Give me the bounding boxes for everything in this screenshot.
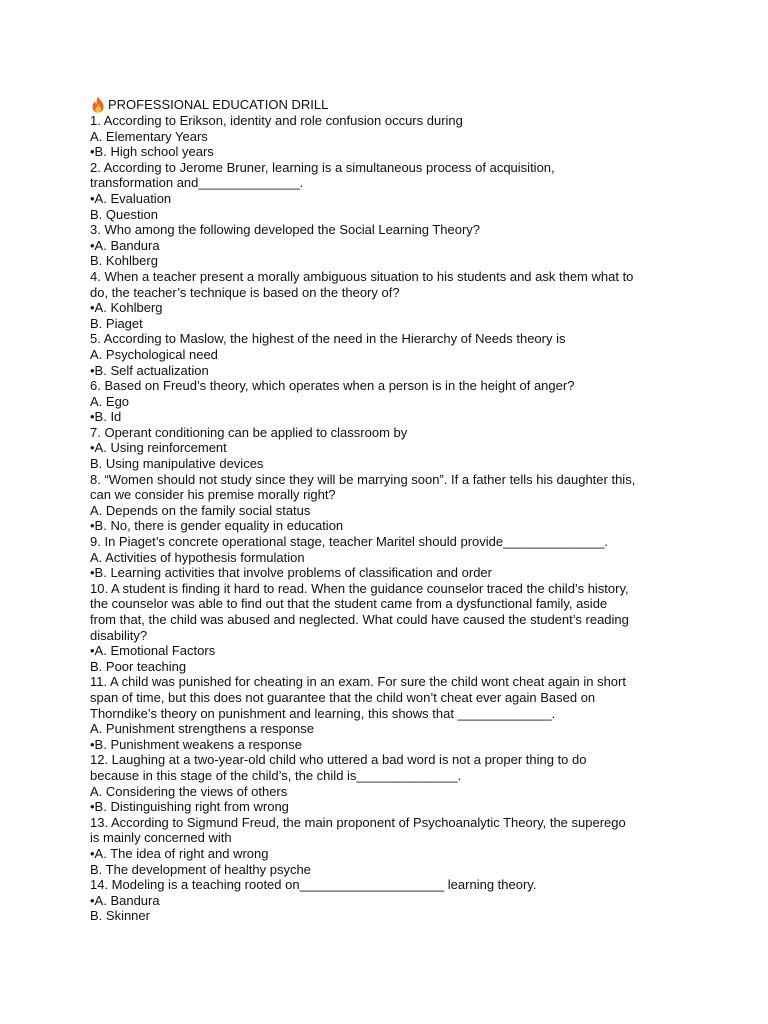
text-line: •B. No, there is gender equality in education bbox=[90, 518, 344, 534]
text-line: 6. Based on Freud’s theory, which operates when a person is in the height of anger? bbox=[90, 378, 575, 394]
text-line: B. Piaget bbox=[90, 315, 143, 331]
text-line: A. Depends on the family social status bbox=[90, 502, 311, 518]
text-line: B. Kohlberg bbox=[90, 253, 158, 269]
text-line: B. The development of healthy psyche bbox=[90, 861, 311, 877]
text-line: B. Using manipulative devices bbox=[90, 456, 264, 472]
text-line: 7. Operant conditioning can be applied to classroom by bbox=[90, 424, 408, 440]
text-line: A. Psychological need bbox=[90, 346, 218, 362]
document-title: PROFESSIONAL EDUCATION DRILL bbox=[108, 97, 329, 112]
text-line: 12. Laughing at a two-year-old child who uttered a bad word is not a proper thing to do bbox=[90, 752, 587, 768]
text-line: A. Activities of hypothesis formulation bbox=[90, 549, 305, 565]
text-line: A. Punishment strengthens a response bbox=[90, 721, 315, 737]
text-line: •B. Punishment weakens a response bbox=[90, 736, 302, 752]
text-line: 9. In Piaget’s concrete operational stage, teacher Maritel should provide______________. bbox=[90, 534, 608, 550]
text-line: 14. Modeling is a teaching rooted on____________________ learning theory. bbox=[90, 877, 537, 893]
text-line: Thorndike’s theory on punishment and learning, this shows that _____________. bbox=[90, 705, 556, 721]
document-page bbox=[90, 96, 690, 924]
fire-icon bbox=[90, 96, 106, 113]
text-line: A. Considering the views of others bbox=[90, 783, 288, 799]
text-line: •A. Evaluation bbox=[90, 190, 172, 206]
text-line: •A. Bandura bbox=[90, 237, 160, 253]
text-line: •B. Learning activities that involve problems of classification and order bbox=[90, 565, 492, 581]
text-line: •B. Id bbox=[90, 409, 122, 425]
text-line: •A. Bandura bbox=[90, 892, 160, 908]
text-line: is mainly concerned with bbox=[90, 830, 232, 846]
title-row bbox=[90, 96, 690, 113]
text-line: 2. According to Jerome Bruner, learning is a simultaneous process of acquisition, bbox=[90, 159, 555, 175]
question-list bbox=[90, 113, 690, 924]
text-line: 4. When a teacher present a morally ambiguous situation to his students and ask them what to bbox=[90, 268, 634, 284]
text-line: •A. Using reinforcement bbox=[90, 440, 227, 456]
text-line: 10. A student is finding it hard to read. When the guidance counselor traced the child’s history, bbox=[90, 580, 629, 596]
text-line: 3. Who among the following developed the Social Learning Theory? bbox=[90, 222, 481, 238]
text-line: •A. The idea of right and wrong bbox=[90, 845, 269, 861]
text-line: the counselor was able to find out that the student came from a dysfunctional family, aside bbox=[90, 596, 608, 612]
text-line: because in this stage of the child’s, the child is______________. bbox=[90, 767, 462, 783]
text-line: •A. Emotional Factors bbox=[90, 643, 216, 659]
text-line: disability? bbox=[90, 627, 148, 643]
text-line: A. Ego bbox=[90, 393, 130, 409]
text-line: 8. “Women should not study since they will be marrying soon”. If a father tells his daughter this, bbox=[90, 471, 636, 487]
text-line: B. Skinner bbox=[90, 908, 150, 924]
text-line: •B. Self actualization bbox=[90, 362, 209, 378]
text-line: span of time, but this does not guarantee that the child won’t cheat ever again Based on bbox=[90, 689, 596, 705]
text-line: •A. Kohlberg bbox=[90, 300, 163, 316]
text-line: transformation and______________. bbox=[90, 175, 304, 191]
text-line: can we consider his premise morally right? bbox=[90, 487, 336, 503]
text-line: 1. According to Erikson, identity and role confusion occurs during bbox=[90, 113, 463, 128]
text-line: B. Poor teaching bbox=[90, 658, 187, 674]
text-line: 11. A child was punished for cheating in an exam. For sure the child wont cheat again in short bbox=[90, 674, 626, 690]
text-line: •B. High school years bbox=[90, 144, 214, 160]
text-line: A. Elementary Years bbox=[90, 128, 208, 144]
text-line: •B. Distinguishing right from wrong bbox=[90, 799, 289, 815]
text-line: 13. According to Sigmund Freud, the main proponent of Psychoanalytic Theory, the superego bbox=[90, 814, 626, 830]
text-line: do, the teacher’s technique is based on the theory of? bbox=[90, 284, 400, 300]
text-line: 5. According to Maslow, the highest of the need in the Hierarchy of Needs theory is bbox=[90, 331, 566, 347]
text-line: B. Question bbox=[90, 206, 158, 222]
text-line: from that, the child was abused and neglected. What could have caused the student’s reading bbox=[90, 612, 629, 627]
